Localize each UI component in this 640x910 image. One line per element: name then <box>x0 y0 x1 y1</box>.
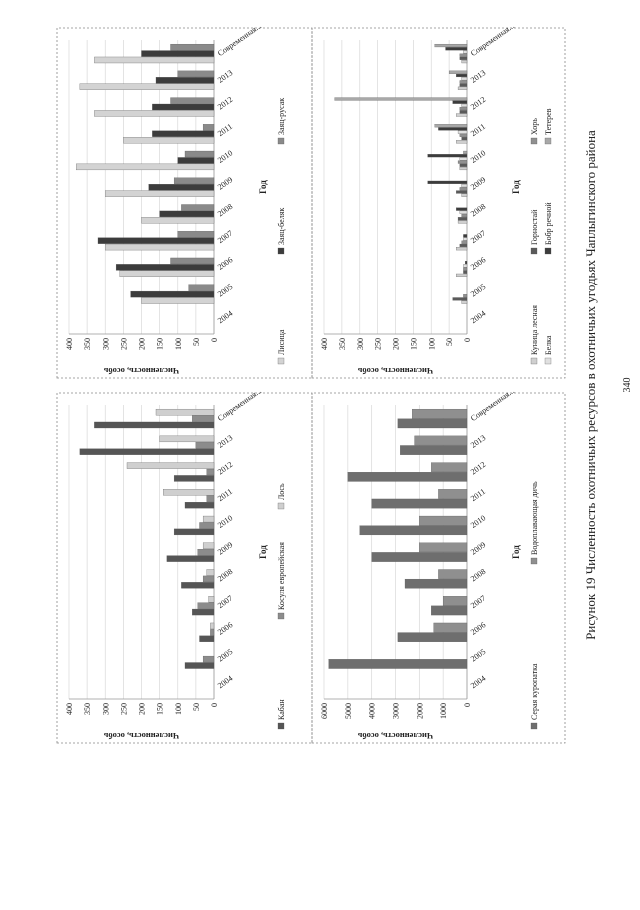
bar <box>456 140 467 143</box>
bar <box>198 603 214 609</box>
x-tick-label: 2012 <box>215 94 235 112</box>
bar <box>329 659 467 668</box>
bar <box>207 570 214 576</box>
bar <box>456 208 467 211</box>
y-tick-label: 150 <box>155 703 165 715</box>
x-tick-label: 2009 <box>468 540 488 557</box>
y-axis-label: Численность, особь <box>103 731 180 741</box>
bar <box>462 214 467 217</box>
bar <box>178 231 214 237</box>
y-tick-label: 250 <box>119 338 129 350</box>
bar <box>435 44 467 47</box>
bar <box>453 101 467 104</box>
legend-swatch <box>531 138 537 144</box>
x-tick-label: 2009 <box>468 175 488 192</box>
x-tick-label: 2011 <box>215 486 235 504</box>
bar <box>360 526 467 535</box>
bar <box>189 285 214 291</box>
bar <box>335 98 467 101</box>
y-tick-label: 300 <box>355 338 365 350</box>
y-tick-label: 150 <box>155 338 165 350</box>
legend-swatch <box>545 138 551 144</box>
bar <box>131 291 214 297</box>
bar <box>152 131 214 137</box>
bar <box>149 184 214 190</box>
legend-label: Лисица <box>277 329 286 355</box>
y-tick-label: 0 <box>210 703 219 707</box>
x-tick-label: 2004 <box>215 308 235 326</box>
legend-swatch <box>531 723 537 729</box>
bar <box>428 154 467 157</box>
x-tick-label: 2011 <box>468 486 488 504</box>
legend-swatch <box>278 358 284 364</box>
y-tick-label: 5000 <box>343 703 353 719</box>
bar <box>398 633 467 642</box>
bar <box>171 44 215 50</box>
x-tick-label: 2007 <box>468 593 488 611</box>
bar <box>398 419 467 428</box>
bar <box>98 238 214 244</box>
bar <box>438 570 467 579</box>
x-tick-label: 2005 <box>215 646 235 664</box>
legend-swatch <box>278 138 284 144</box>
bar <box>458 131 467 134</box>
x-tick-label: 2010 <box>468 148 488 165</box>
bar <box>185 663 214 669</box>
bar <box>192 609 214 615</box>
bar <box>167 556 214 562</box>
y-tick-label: 0 <box>463 703 472 707</box>
bar <box>80 84 214 90</box>
bar <box>405 579 467 588</box>
bar <box>462 241 467 244</box>
bar <box>181 582 214 588</box>
legend-label: Водоплавающая дичь <box>530 481 539 555</box>
x-tick-label: Современная... <box>215 386 263 424</box>
legend-label: Тетерев <box>544 108 553 135</box>
page-number: 340 <box>622 377 633 393</box>
y-tick-label: 200 <box>391 338 401 350</box>
x-tick-label: 2013 <box>468 68 488 85</box>
x-tick-label: 2012 <box>215 459 235 477</box>
y-tick-label: 350 <box>337 338 347 350</box>
legend-swatch <box>545 358 551 364</box>
x-axis-label: Год <box>258 545 268 559</box>
bar <box>456 114 467 117</box>
bar <box>94 422 214 428</box>
legend-swatch <box>278 723 284 729</box>
bar <box>372 552 467 561</box>
x-tick-label: 2005 <box>468 281 488 299</box>
legend-swatch <box>531 358 537 364</box>
bar <box>348 472 467 481</box>
bar <box>456 247 467 250</box>
legend-label: Серая куропатка <box>530 663 539 720</box>
y-tick-label: 400 <box>65 338 74 350</box>
x-tick-label: Современная... <box>215 21 263 59</box>
bar <box>460 134 467 137</box>
y-tick-label: 250 <box>119 703 129 715</box>
legend-swatch <box>278 503 284 509</box>
legend-label: Косуля европейская <box>277 542 286 610</box>
y-tick-label: 100 <box>427 338 437 350</box>
bar <box>152 104 214 110</box>
bar <box>462 184 467 187</box>
y-tick-label: 50 <box>191 338 201 346</box>
x-tick-label: 2008 <box>215 201 235 219</box>
bar <box>431 463 467 472</box>
legend-label: Заяц-русак <box>277 97 286 135</box>
bar <box>463 238 467 241</box>
bar <box>435 124 467 127</box>
figure-caption: Рисунок 19 Численность охотничьих ресурсов в охотничьих угодьях Чаплыгинского района <box>583 130 598 640</box>
bar <box>105 191 214 197</box>
bar <box>456 191 467 194</box>
x-tick-label: 2011 <box>215 121 235 139</box>
y-tick-label: 200 <box>137 338 147 350</box>
y-tick-label: 3000 <box>391 703 401 719</box>
x-tick-label: 2009 <box>215 175 235 192</box>
x-tick-label: Современная... <box>468 386 516 424</box>
bar <box>174 475 214 481</box>
x-tick-label: 2008 <box>215 566 235 584</box>
x-tick-label: 2010 <box>468 513 488 530</box>
bar <box>372 499 467 508</box>
bar <box>460 187 467 190</box>
bar <box>192 416 214 422</box>
y-tick-label: 400 <box>65 703 74 715</box>
legend-label: Белка <box>544 335 553 355</box>
bar <box>203 576 214 582</box>
bar <box>460 167 467 170</box>
x-tick-label: 2006 <box>468 255 488 272</box>
legend-swatch <box>531 248 537 254</box>
x-tick-label: 2013 <box>468 433 488 450</box>
bar <box>163 489 214 495</box>
bar <box>458 87 467 90</box>
y-tick-label: 6000 <box>320 703 329 719</box>
legend-label: Горностай <box>530 209 539 245</box>
x-tick-label: 2004 <box>468 308 488 326</box>
bar <box>200 636 215 642</box>
bar <box>460 110 467 113</box>
bar <box>431 606 467 615</box>
y-axis-label: Численность, особь <box>357 366 434 376</box>
bar <box>460 84 467 87</box>
y-tick-label: 0 <box>463 338 472 342</box>
bar <box>203 124 214 130</box>
bar <box>446 47 467 50</box>
x-tick-label: 2010 <box>215 513 235 530</box>
bar <box>203 516 214 522</box>
bar <box>434 623 467 632</box>
y-tick-label: 50 <box>445 338 455 346</box>
x-tick-label: 2012 <box>468 94 488 112</box>
y-tick-label: 100 <box>173 703 183 715</box>
bar <box>458 161 467 164</box>
x-tick-label: 2007 <box>215 228 235 246</box>
legend-label: Куница лесная <box>530 305 539 355</box>
bar <box>462 137 467 140</box>
bar <box>460 107 467 110</box>
bar <box>400 445 467 454</box>
bar <box>174 178 214 184</box>
bar <box>210 629 214 635</box>
x-tick-label: 2006 <box>468 620 488 637</box>
bar <box>209 596 214 602</box>
bar <box>463 294 467 297</box>
x-tick-label: 2009 <box>215 540 235 557</box>
bar <box>453 298 467 301</box>
bar <box>462 104 467 107</box>
bar <box>463 271 467 274</box>
bar <box>207 496 214 502</box>
bar <box>198 549 214 555</box>
legend-swatch <box>531 558 537 564</box>
bar <box>203 656 214 662</box>
legend-label: Бобр речной <box>544 202 553 245</box>
bar <box>178 71 214 77</box>
bar <box>462 194 467 197</box>
x-tick-label: 2012 <box>468 459 488 477</box>
bar <box>463 268 467 271</box>
y-tick-label: 350 <box>83 338 93 350</box>
bar <box>207 469 214 475</box>
bar <box>160 436 214 442</box>
bar <box>419 516 467 525</box>
bar <box>127 463 214 469</box>
x-axis-label: Год <box>511 545 521 559</box>
bar <box>449 71 467 74</box>
x-tick-label: 2007 <box>215 593 235 611</box>
legend-swatch <box>278 248 284 254</box>
legend-swatch <box>278 613 284 619</box>
bar <box>156 409 214 415</box>
x-tick-label: 2005 <box>468 646 488 664</box>
y-tick-label: 100 <box>173 338 183 350</box>
x-tick-label: 2004 <box>215 673 235 691</box>
x-tick-label: 2011 <box>468 121 488 139</box>
bar <box>123 137 214 143</box>
y-axis-label: Численность, особь <box>103 366 180 376</box>
bar <box>463 151 467 154</box>
x-tick-label: 2013 <box>215 68 235 85</box>
bar <box>181 205 214 211</box>
x-tick-label: 2010 <box>215 148 235 165</box>
bar <box>200 522 215 528</box>
legend-label: Кабан <box>277 699 286 720</box>
bar <box>120 271 214 277</box>
bar <box>419 543 467 552</box>
x-tick-label: 2006 <box>215 620 235 637</box>
x-tick-label: 2008 <box>468 201 488 219</box>
y-tick-label: 150 <box>409 338 419 350</box>
bar <box>196 442 214 448</box>
bar <box>185 151 214 157</box>
bar <box>460 211 467 214</box>
bar <box>185 502 214 508</box>
bar <box>171 258 215 264</box>
legend-label: Лось <box>277 483 286 500</box>
bar <box>460 80 467 83</box>
bar <box>105 244 214 250</box>
y-tick-label: 400 <box>320 338 329 350</box>
legend-label: Хорь <box>530 118 539 135</box>
x-tick-label: 2013 <box>215 433 235 450</box>
bar <box>460 57 467 60</box>
bar <box>462 301 467 304</box>
x-tick-label: 2007 <box>468 228 488 246</box>
bar <box>458 221 467 224</box>
bar <box>94 110 214 116</box>
bar <box>156 77 214 83</box>
bar <box>438 489 467 498</box>
bar <box>460 244 467 247</box>
y-tick-label: 0 <box>210 338 219 342</box>
bar <box>412 409 467 418</box>
y-tick-label: 2000 <box>415 703 425 719</box>
bar <box>80 449 214 455</box>
bar <box>460 157 467 160</box>
bar <box>210 623 214 629</box>
y-tick-label: 50 <box>191 703 201 711</box>
bar <box>456 74 467 77</box>
bar <box>460 164 467 167</box>
x-tick-label: 2004 <box>468 673 488 691</box>
bar <box>142 298 215 304</box>
y-tick-label: 350 <box>83 703 93 715</box>
bar <box>462 60 467 63</box>
x-tick-label: Современная... <box>468 21 516 59</box>
y-tick-label: 300 <box>101 703 111 715</box>
y-tick-label: 4000 <box>367 703 377 719</box>
y-tick-label: 1000 <box>439 703 449 719</box>
x-tick-label: 2005 <box>215 281 235 299</box>
bar <box>160 211 214 217</box>
bar <box>415 436 467 445</box>
bar <box>142 217 215 223</box>
x-tick-label: 2008 <box>468 566 488 584</box>
bar <box>142 51 215 57</box>
x-axis-label: Год <box>511 180 521 194</box>
bar <box>203 543 214 549</box>
legend-swatch <box>545 248 551 254</box>
x-axis-label: Год <box>258 180 268 194</box>
bar <box>463 234 467 237</box>
x-tick-label: 2006 <box>215 255 235 272</box>
bar <box>116 264 214 270</box>
bar <box>174 529 214 535</box>
bar <box>465 261 467 264</box>
bar <box>438 128 467 131</box>
legend-label: Заяц-беляк <box>277 207 286 245</box>
bar <box>462 77 467 80</box>
y-tick-label: 300 <box>101 338 111 350</box>
bar <box>456 274 467 277</box>
bar <box>94 57 214 63</box>
bar <box>428 181 467 184</box>
y-tick-label: 250 <box>373 338 383 350</box>
y-tick-label: 200 <box>137 703 147 715</box>
bar <box>171 98 215 104</box>
bar <box>76 164 214 170</box>
y-axis-label: Численность, особь <box>357 731 434 741</box>
bar <box>458 217 467 220</box>
bar <box>178 157 214 163</box>
bar <box>460 54 467 57</box>
bar <box>463 264 467 267</box>
bar <box>443 596 467 605</box>
bar <box>463 51 467 54</box>
